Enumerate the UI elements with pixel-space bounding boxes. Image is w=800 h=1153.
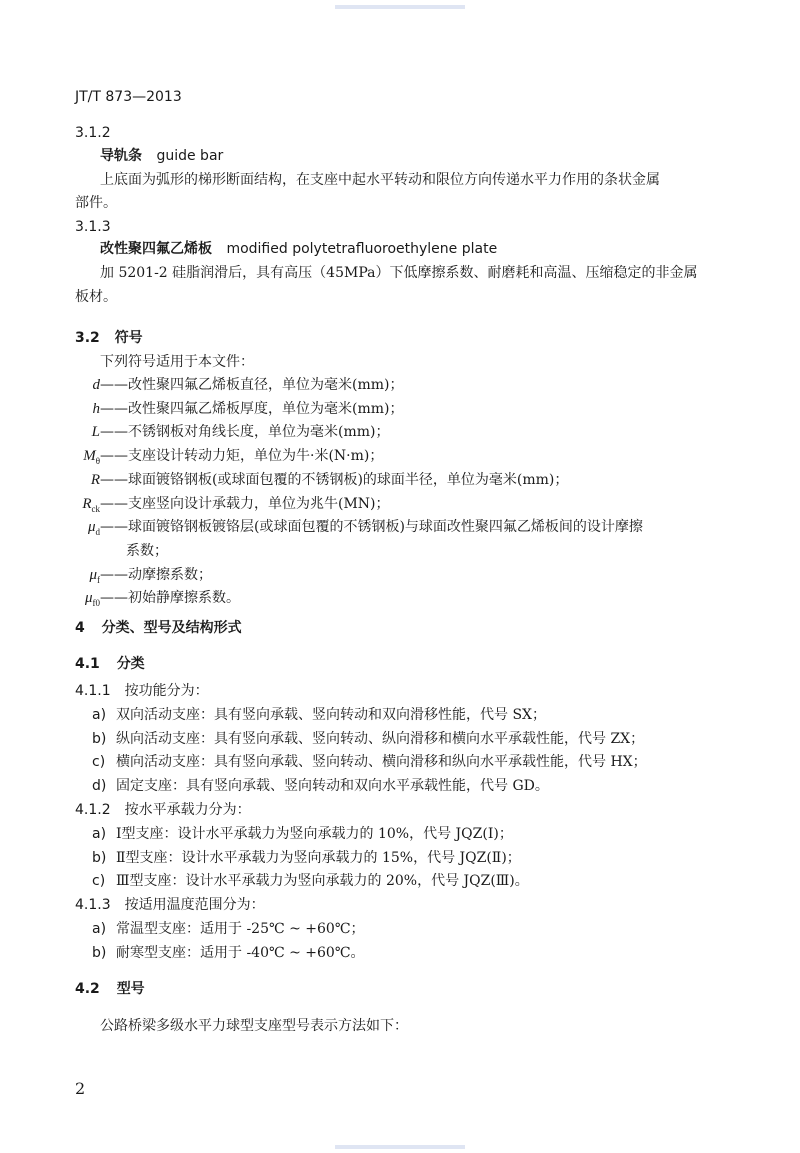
watermark [335, 5, 465, 9]
symbol: $M_\theta$ [83, 448, 100, 467]
list-text: 固定支座：具有竖向承载、竖向转动和双向水平承载性能，代号 GD。 [116, 778, 549, 795]
symbol-entry [66, 447, 383, 470]
section-number: 4 [75, 620, 85, 636]
section-title: 符号 [114, 330, 143, 346]
term-cn: 改性聚四氟乙烯板 [100, 241, 212, 257]
symbol: L [91, 424, 100, 441]
list-item [92, 849, 521, 867]
page-number: 2 [75, 1079, 86, 1098]
subclause-heading [75, 801, 251, 819]
list-text: 横向活动支座：具有竖向承载、竖向转动、横向滑移和纵向水平承载性能，代号 HX； [116, 754, 647, 771]
subclause-heading [75, 682, 209, 700]
clause-number: 3.1.3 [75, 219, 111, 235]
symbol-definition: ——初始静摩擦系数。 [100, 590, 240, 607]
list-text: 双向活动支座：具有竖向承载、竖向转动和双向滑移性能，代号 SX； [116, 706, 547, 723]
clause-number: 3.1.2 [75, 125, 111, 141]
list-text: 耐寒型支座：适用于 -40℃ ~ +60℃。 [116, 944, 365, 961]
definition-cont: 部件。 [75, 195, 117, 211]
term-heading [100, 147, 223, 165]
section-title: 型号 [116, 981, 145, 997]
list-marker: a) [92, 921, 107, 937]
list-item [92, 777, 549, 795]
subclause-title: 按适用温度范围分为： [124, 897, 265, 914]
paragraph: 公路桥梁多级水平力球型支座型号表示方法如下： [100, 1018, 408, 1034]
symbol-definition: ——改性聚四氟乙烯板直径，单位为毫米(mm)； [100, 377, 404, 393]
list-item [92, 753, 647, 771]
symbol-definition: ——球面镀铬钢板镀铬层(或球面包覆的不锈钢板)与球面改性聚四氟乙烯板间的设计摩擦 [100, 519, 643, 536]
term-cn: 导轨条 [100, 148, 142, 164]
list-marker: b) [92, 849, 107, 866]
symbol-definition: ——球面镀铬钢板(或球面包覆的不锈钢板)的球面半径，单位为毫米(mm)； [100, 471, 569, 488]
list-text: Ⅲ型支座：设计水平承载力为竖向承载力的 20%，代号 JQZ(Ⅲ)。 [116, 873, 529, 890]
symbol: d [92, 377, 100, 393]
list-marker: c) [92, 754, 106, 771]
symbols-intro: 下列符号适用于本文件： [100, 354, 254, 370]
section-heading [75, 655, 145, 673]
list-marker: c) [92, 873, 106, 890]
symbol: $\mu_{f0}$ [84, 590, 100, 609]
subclause-number: 4.1.3 [75, 897, 111, 914]
definition: 上底面为弧形的梯形断面结构，在支座中起水平转动和限位方向传递水平力作用的条状金属 [100, 172, 660, 188]
symbol: $R_{ck}$ [82, 495, 100, 514]
symbol: R [90, 471, 100, 488]
definition: 加 5201-2 硅脂润滑后，具有高压（45MPa）下低摩擦系数、耐磨耗和高温、压缩稳定的非金属 [100, 265, 698, 281]
list-marker: b) [92, 944, 107, 961]
section-number: 4.2 [75, 981, 100, 997]
symbol-entry [66, 566, 212, 589]
list-marker: b) [92, 730, 107, 747]
section-heading [75, 619, 242, 637]
watermark-bottom [335, 1145, 465, 1149]
section-heading [75, 980, 145, 998]
section-heading [75, 329, 143, 347]
subclause-heading [75, 896, 265, 914]
symbol-entry [66, 376, 403, 399]
symbol-definition: ——改性聚四氟乙烯板厚度，单位为毫米(mm)； [100, 400, 404, 417]
section-title: 分类、型号及结构形式 [101, 620, 242, 636]
list-text: Ⅰ型支座：设计水平承载力为竖向承载力的 10%，代号 JQZ(Ⅰ)； [116, 825, 513, 842]
subclause-title: 按功能分为： [124, 683, 209, 699]
list-marker: a) [92, 706, 107, 723]
symbol-entry [66, 495, 390, 518]
symbol: $\mu_d$ [87, 519, 100, 538]
symbol-definition: ——支座设计转动力矩，单位为牛·米(N·m)； [100, 448, 384, 465]
symbol-definition-cont: 系数； [126, 542, 168, 559]
subclause-number: 4.1.2 [75, 802, 111, 818]
term-en: modified polytetrafluoroethylene plate [226, 241, 498, 257]
list-item [92, 706, 546, 724]
symbol: $\mu_f$ [89, 566, 100, 585]
list-item [92, 872, 529, 890]
list-item [92, 825, 513, 843]
list-text: 纵向活动支座：具有竖向承载、竖向转动、纵向滑移和横向水平承载性能，代号 ZX； [116, 730, 645, 747]
list-text: 常温型支座：适用于 -25℃ ~ +60℃； [116, 921, 365, 937]
subclause-number: 4.1.1 [75, 683, 111, 699]
symbol-entry [66, 423, 389, 446]
doc-header: JT/T 873—2013 [75, 89, 182, 105]
symbol-entry [66, 400, 403, 423]
list-marker: d) [92, 778, 107, 795]
section-number: 4.1 [75, 656, 100, 672]
list-item [92, 920, 365, 938]
symbol-definition: ——动摩擦系数； [100, 566, 212, 583]
symbol-definition: ——不锈钢板对角线长度，单位为毫米(mm)； [100, 424, 390, 441]
definition-cont: 板材。 [75, 289, 117, 305]
symbol: h [92, 400, 100, 417]
symbol-definition: ——支座竖向设计承载力，单位为兆牛(MN)； [100, 495, 390, 512]
symbol-entry [66, 471, 568, 494]
list-item [92, 730, 644, 748]
term-heading [100, 240, 497, 258]
section-title: 分类 [116, 656, 145, 672]
list-marker: a) [92, 825, 107, 842]
list-item [92, 944, 365, 962]
subclause-title: 按水平承载力分为： [124, 802, 251, 818]
term-en: guide bar [156, 148, 224, 164]
symbol-entry [66, 518, 643, 541]
list-text: Ⅱ型支座：设计水平承载力为竖向承载力的 15%，代号 JQZ(Ⅱ)； [116, 849, 521, 866]
symbol-entry [66, 589, 240, 612]
section-number: 3.2 [75, 330, 100, 346]
